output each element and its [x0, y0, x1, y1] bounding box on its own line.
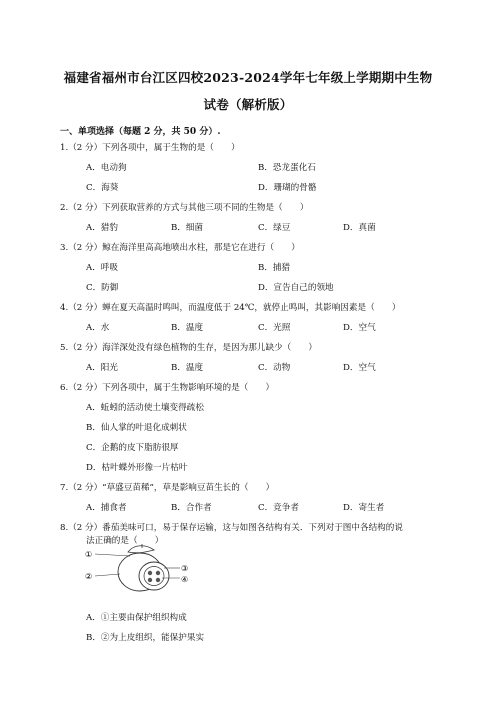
- question-1-stem: 1.（2 分）下列各项中，属于生物的是（ ）: [60, 143, 240, 153]
- q1-option-b: B．恐龙蛋化石: [258, 163, 316, 173]
- q7-option-c: C．竞争者: [258, 503, 299, 513]
- q4-option-d: D．空气: [343, 323, 376, 333]
- q2-option-a: A．猎豹: [86, 223, 118, 233]
- q5-option-a: A．阳光: [86, 363, 118, 373]
- q6-option-b: B．仙人掌的叶退化成刺状: [86, 423, 187, 433]
- q8-option-b: B．②为上皮组织，能保护果实: [86, 633, 205, 643]
- tomato-seed-1: [148, 571, 152, 575]
- q2-option-b: B．细菌: [171, 223, 204, 233]
- question-2-stem: 2.（2 分）下列获取营养的方式与其他三项不同的生物是（ ）: [60, 203, 309, 213]
- tomato-seed-3: [148, 578, 152, 582]
- q5-option-b: B．温度: [171, 363, 204, 373]
- q7-option-b: B．合作者: [171, 503, 212, 513]
- figure-label-3: ③: [181, 564, 189, 573]
- q6-option-a: A．蚯蚓的活动使土壤变得疏松: [86, 403, 204, 413]
- q7-option-a: A．捕食者: [86, 503, 127, 513]
- q3-option-c: C．防御: [86, 283, 119, 293]
- q3-option-b: B．捕猎: [258, 263, 291, 273]
- tomato-seed-2: [156, 571, 160, 575]
- q3-option-a: A．呼吸: [86, 263, 118, 273]
- question-5-stem: 5.（2 分）海洋深处没有绿色植物的生存，是因为那儿缺少（ ）: [60, 343, 318, 353]
- q7-option-d: D．寄生者: [343, 503, 385, 513]
- q6-option-d: D．枯叶蝶外形像一片枯叶: [86, 463, 188, 473]
- document-title-line2: 试卷（解析版）: [203, 97, 293, 112]
- figure-label-1: ①: [85, 550, 93, 559]
- document-title-line1: 福建省福州市台江区四校2023-2024学年七年级上学期期中生物: [63, 70, 433, 85]
- q2-option-d: D．真菌: [343, 223, 376, 233]
- question-7-stem: 7.（2 分）“草盛豆苗稀”，草是影响豆苗生长的（ ）: [60, 483, 275, 493]
- section-heading: 一、单项选择（每题 2 分，共 50 分）.: [60, 127, 221, 137]
- question-6-stem: 6.（2 分）下列各项中，属于生物影响环境的是（ ）: [60, 383, 275, 393]
- q4-option-b: B．温度: [171, 323, 204, 333]
- q4-option-a: A．水: [86, 323, 110, 333]
- q1-option-d: D．珊瑚的骨骼: [258, 183, 317, 193]
- figure-label-2: ②: [85, 572, 93, 581]
- q4-option-c: C．光照: [258, 323, 291, 333]
- q1-option-a: A．电动狗: [86, 163, 127, 173]
- q5-option-c: C．动物: [258, 363, 291, 373]
- question-3-stem: 3.（2 分）鲸在海洋里高高地喷出水柱，那是它在进行（ ）: [60, 243, 300, 253]
- figure-label-4: ④: [181, 575, 189, 584]
- question-8-stem: 8.（2 分）番茄美味可口，易于保存运输，这与如图各结构有关．下列对于图中各结构的说: [60, 523, 403, 533]
- q2-option-c: C．绿豆: [258, 223, 291, 233]
- leader-line-1: [95, 554, 130, 556]
- question-8-stem-continued: 法正确的是（ ）: [86, 536, 164, 546]
- question-4-stem: 4.（2 分）蝉在夏天高温时鸣叫，而温度低于 24℃，就停止鸣叫，其影响因素是（ ）: [60, 303, 401, 313]
- tomato-structure-figure: [84, 542, 194, 594]
- tomato-sepal: [128, 546, 154, 553]
- q6-option-c: C．企鹅的皮下脂肪很厚: [86, 443, 179, 453]
- leader-line-2: [95, 574, 120, 576]
- tomato-seed-4: [156, 578, 160, 582]
- q1-option-c: C．海葵: [86, 183, 119, 193]
- q3-option-d: D．宣告自己的领地: [258, 283, 334, 293]
- q5-option-d: D．空气: [343, 363, 376, 373]
- q8-option-a: A．①主要由保护组织构成: [86, 613, 187, 623]
